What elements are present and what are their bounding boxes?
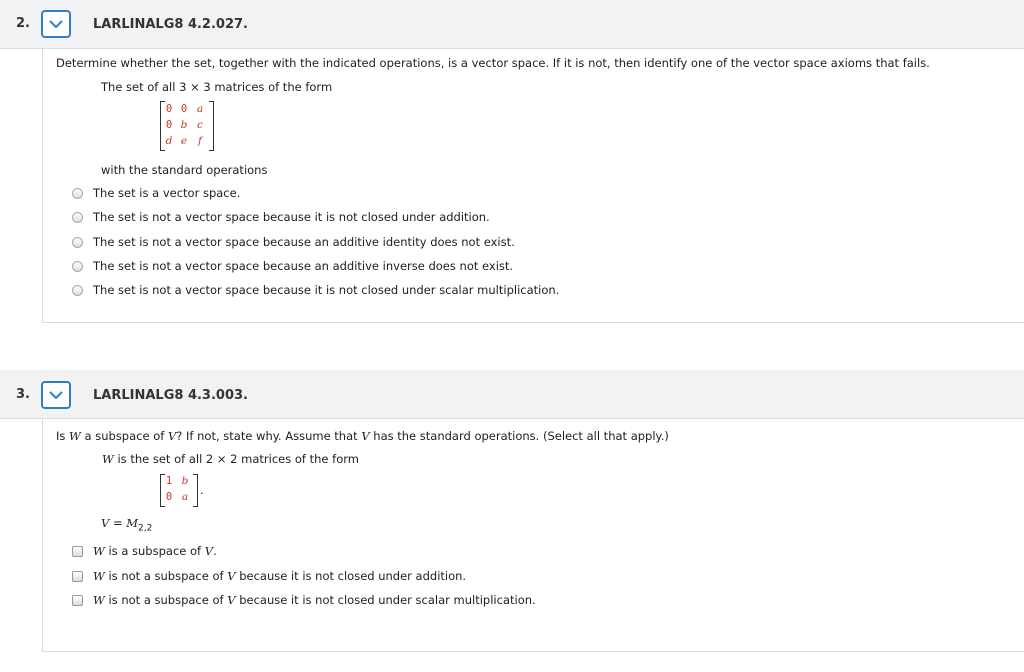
m-var: M bbox=[126, 516, 139, 530]
opt-text: . bbox=[213, 544, 217, 558]
matrix-cell: b bbox=[180, 119, 188, 131]
prompt-text: a subspace of bbox=[80, 429, 168, 443]
option-4-label[interactable]: The set is not a vector space because an additive inverse does not exist. bbox=[93, 259, 514, 273]
question-2-prompt: Determine whether the set, together with the indicated operations, is a vector space. If it is not, then identify one of the vector space axioms that fails. bbox=[56, 56, 930, 70]
question-2-toggle[interactable] bbox=[41, 10, 71, 38]
matrix-cell: d bbox=[165, 135, 173, 147]
question-3-set-description bbox=[102, 452, 359, 466]
option-5-label[interactable]: The set is not a vector space because it is not closed under scalar multiplication. bbox=[93, 283, 560, 297]
chevron-down-icon bbox=[49, 19, 63, 29]
option-4-radio[interactable] bbox=[72, 261, 83, 272]
prompt-var: V bbox=[361, 429, 370, 443]
opt-text: because it is not closed under scalar multiplication. bbox=[235, 593, 536, 607]
opt-var: W bbox=[93, 593, 105, 607]
set-text: is the set of all 2 × 2 matrices of the form bbox=[113, 452, 359, 466]
option-1-radio[interactable] bbox=[72, 188, 83, 199]
matrix-cell: e bbox=[180, 135, 188, 147]
matrix-cell: c bbox=[197, 119, 203, 131]
m-subscript: 2,2 bbox=[138, 523, 153, 534]
matrix-cell: 0 bbox=[165, 491, 173, 503]
question-3-number: 3. bbox=[16, 387, 30, 402]
right-bracket bbox=[193, 474, 198, 507]
right-bracket bbox=[209, 101, 214, 151]
option-5-radio[interactable] bbox=[72, 285, 83, 296]
prompt-text: ? If not, state why. Assume that bbox=[176, 429, 362, 443]
option-1-label[interactable]: The set is a vector space. bbox=[93, 186, 241, 200]
opt-var: V bbox=[204, 544, 214, 558]
subspace-option-2-label[interactable] bbox=[93, 569, 466, 583]
question-3-toggle[interactable] bbox=[41, 381, 71, 409]
opt-text: is not a subspace of bbox=[104, 569, 228, 583]
question-3-prompt bbox=[56, 429, 669, 443]
question-2-operations: with the standard operations bbox=[101, 163, 268, 177]
option-3-label[interactable]: The set is not a vector space because an additive identity does not exist. bbox=[93, 235, 515, 249]
equals-sign: = bbox=[109, 516, 127, 530]
opt-var: V bbox=[227, 593, 236, 607]
prompt-text: has the standard operations. (Select all that apply.) bbox=[369, 429, 669, 443]
subspace-option-2-checkbox[interactable] bbox=[72, 571, 83, 582]
question-2-code: LARLINALG8 4.2.027. bbox=[93, 17, 248, 32]
matrix-cell: 0 bbox=[165, 103, 173, 115]
opt-var: W bbox=[93, 569, 105, 583]
question-3-code: LARLINALG8 4.3.003. bbox=[93, 388, 248, 403]
prompt-var: V bbox=[167, 429, 177, 443]
matrix-cell: a bbox=[196, 103, 204, 115]
prompt-text: Is bbox=[56, 429, 70, 443]
opt-var: V bbox=[227, 569, 236, 583]
v-definition bbox=[101, 516, 152, 533]
chevron-down-icon bbox=[49, 390, 63, 400]
prompt-var: W bbox=[69, 429, 81, 443]
subspace-option-1-label[interactable] bbox=[93, 544, 217, 558]
option-3-radio[interactable] bbox=[72, 237, 83, 248]
option-2-label[interactable]: The set is not a vector space because it is not closed under addition. bbox=[93, 210, 490, 224]
set-var: W bbox=[102, 452, 114, 466]
matrix-cell: f bbox=[198, 135, 202, 147]
option-2-radio[interactable] bbox=[72, 212, 83, 223]
opt-text: is a subspace of bbox=[104, 544, 205, 558]
subspace-option-3-label[interactable] bbox=[93, 593, 536, 607]
question-2-number: 2. bbox=[16, 16, 30, 31]
matrix-cell: b bbox=[181, 475, 189, 487]
opt-var: W bbox=[93, 544, 105, 558]
matrix-cell: 0 bbox=[165, 119, 173, 131]
opt-text: because it is not closed under addition. bbox=[235, 569, 467, 583]
question-3-matrix bbox=[160, 474, 198, 507]
matrix-period: . bbox=[200, 483, 204, 497]
opt-text: is not a subspace of bbox=[104, 593, 228, 607]
question-2-set-description: The set of all 3 × 3 matrices of the form bbox=[101, 80, 333, 94]
matrix-cell: a bbox=[181, 491, 189, 503]
matrix-cell: 0 bbox=[180, 103, 188, 115]
v-var: V bbox=[101, 516, 110, 530]
question-2-matrix bbox=[160, 101, 214, 151]
subspace-option-1-checkbox[interactable] bbox=[72, 546, 83, 557]
matrix-cell: 1 bbox=[165, 475, 173, 487]
subspace-option-3-checkbox[interactable] bbox=[72, 595, 83, 606]
